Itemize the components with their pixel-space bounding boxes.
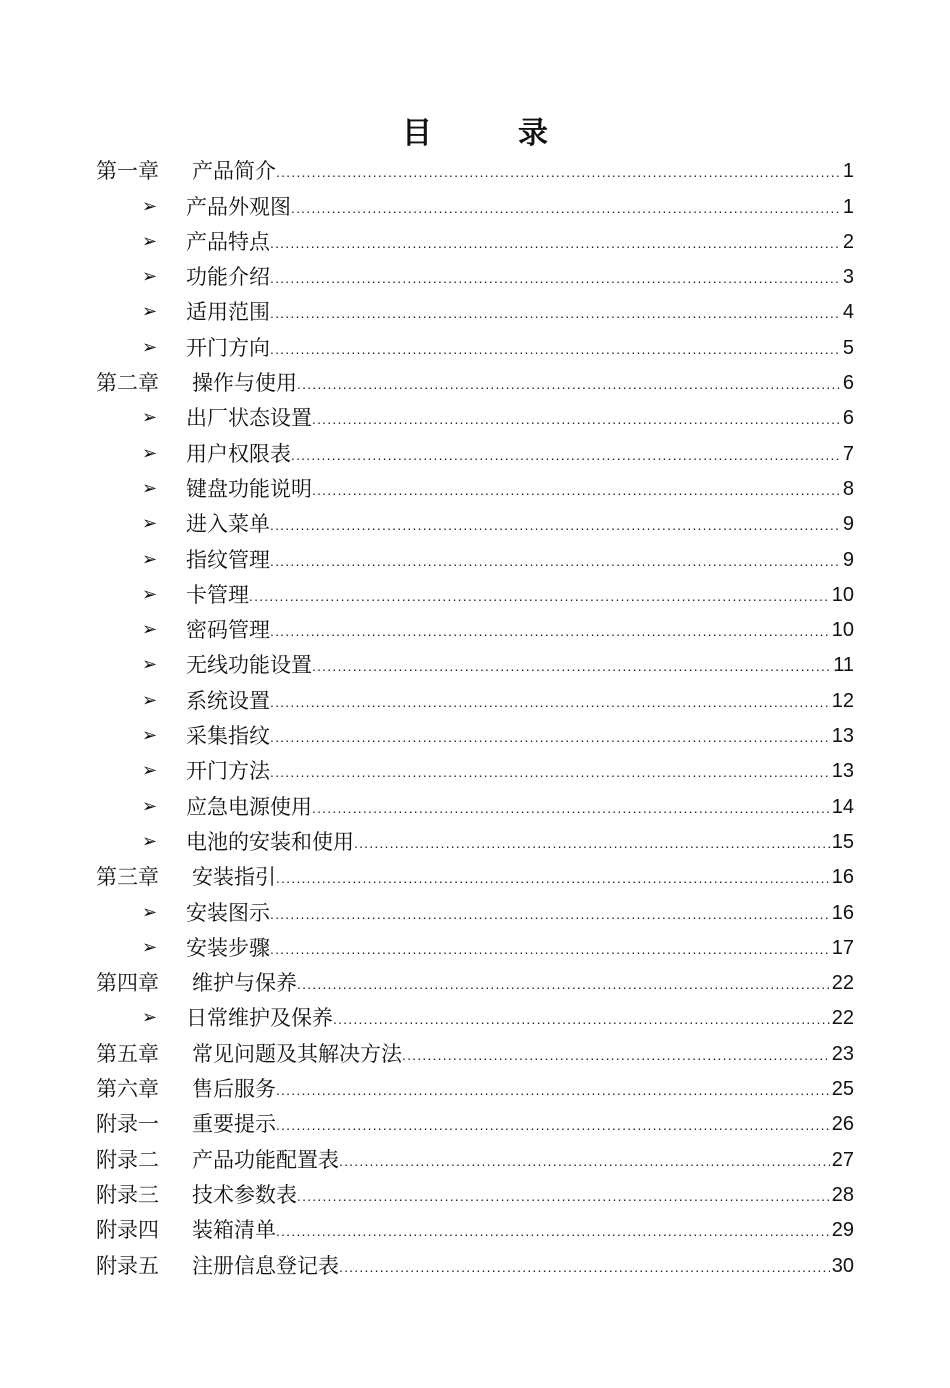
arrow-bullet-icon: ➢ [142,936,158,958]
toc-entry-title: 重要提示 [192,1112,276,1137]
arrow-bullet-icon: ➢ [142,1007,158,1029]
toc-chapter-prefix: 第五章 [96,1041,159,1066]
toc-dot-leader [333,1008,830,1033]
table-of-contents [96,151,854,1281]
toc-dot-leader [312,797,830,822]
toc-entry-title: 出厂状态设置 [186,406,312,431]
toc-item-row[interactable] [96,998,854,1033]
toc-item-row[interactable] [96,892,854,927]
toc-chapter-row[interactable] [96,1175,854,1210]
toc-dot-leader [312,479,841,504]
toc-item-row[interactable] [96,751,854,786]
toc-entry-title: 售后服务 [192,1077,276,1102]
arrow-bullet-icon: ➢ [142,442,158,464]
toc-chapter-prefix: 附录三 [96,1182,159,1207]
toc-page-number: 1 [842,160,854,183]
arrow-bullet-icon: ➢ [142,477,158,499]
page-title [0,112,950,156]
toc-chapter-row[interactable] [96,963,854,998]
toc-page-number: 17 [831,936,854,959]
toc-entry-title: 应急电源使用 [186,794,312,819]
toc-chapter-prefix: 第一章 [96,159,159,184]
toc-page-number: 8 [842,477,854,500]
toc-entry-title: 进入菜单 [186,512,270,537]
arrow-bullet-icon: ➢ [142,513,158,535]
toc-entry-title: 技术参数表 [192,1182,297,1207]
toc-chapter-prefix: 第三章 [96,865,159,890]
arrow-bullet-icon: ➢ [142,795,158,817]
toc-chapter-row[interactable] [96,1139,854,1174]
toc-dot-leader [339,1150,830,1175]
arrow-bullet-icon: ➢ [142,336,158,358]
arrow-bullet-icon: ➢ [142,619,158,641]
arrow-bullet-icon: ➢ [142,654,158,676]
toc-entry-title: 操作与使用 [192,371,297,396]
toc-page-number: 9 [842,513,854,536]
toc-entry-title: 指纹管理 [186,547,270,572]
toc-dot-leader [270,620,830,645]
toc-chapter-prefix: 附录二 [96,1147,159,1172]
arrow-bullet-icon: ➢ [142,407,158,429]
toc-entry-title: 电池的安装和使用 [186,829,354,854]
arrow-bullet-icon: ➢ [142,725,158,747]
title-char-right: 录 [518,116,548,151]
toc-dot-leader [312,408,841,433]
toc-entry-title: 系统设置 [186,688,270,713]
toc-dot-leader [270,302,841,327]
toc-page-number: 12 [831,689,854,712]
toc-entry-title: 产品功能配置表 [192,1147,339,1172]
arrow-bullet-icon: ➢ [142,689,158,711]
toc-entry-title: 开门方向 [186,335,270,360]
toc-entry-title: 装箱清单 [192,1218,276,1243]
toc-dot-leader [276,1079,830,1104]
toc-item-row[interactable] [96,928,854,963]
toc-page-number: 7 [842,442,854,465]
toc-entry-title: 开门方法 [186,759,270,784]
toc-dot-leader [270,232,841,257]
toc-page-number: 22 [831,972,854,995]
toc-dot-leader [354,832,830,857]
toc-page-number: 6 [842,372,854,395]
toc-dot-leader [270,550,841,575]
toc-page-number: 4 [842,301,854,324]
toc-dot-leader [270,514,841,539]
toc-chapter-prefix: 第二章 [96,371,159,396]
toc-dot-leader [276,867,830,892]
arrow-bullet-icon: ➢ [142,583,158,605]
toc-chapter-row[interactable] [96,1104,854,1139]
arrow-bullet-icon: ➢ [142,548,158,570]
toc-entry-title: 采集指纹 [186,724,270,749]
toc-dot-leader [270,691,830,716]
toc-page-number: 25 [831,1078,854,1101]
toc-page-number: 6 [842,407,854,430]
arrow-bullet-icon: ➢ [142,195,158,217]
toc-page-number: 28 [831,1183,854,1206]
toc-dot-leader [291,444,841,469]
arrow-bullet-icon: ➢ [142,230,158,252]
toc-dot-leader [297,1185,830,1210]
toc-item-row[interactable] [96,398,854,433]
toc-dot-leader [312,655,831,680]
toc-page-number: 9 [842,548,854,571]
toc-dot-leader [276,1114,830,1139]
toc-chapter-row[interactable] [96,1069,854,1104]
toc-entry-title: 安装指引 [192,865,276,890]
toc-page-number: 5 [842,336,854,359]
toc-entry-title: 安装图示 [186,900,270,925]
toc-item-row[interactable] [96,469,854,504]
toc-entry-title: 日常维护及保养 [186,1006,333,1031]
toc-item-row[interactable] [96,575,854,610]
toc-dot-leader [270,761,830,786]
toc-dot-leader [402,1044,830,1069]
toc-chapter-prefix: 第六章 [96,1077,159,1102]
toc-entry-title: 适用范围 [186,300,270,325]
toc-dot-leader [297,373,841,398]
toc-entry-title: 键盘功能说明 [186,476,312,501]
toc-item-row[interactable] [96,786,854,821]
toc-item-row[interactable] [96,822,854,857]
toc-dot-leader [270,903,830,928]
toc-item-row[interactable] [96,186,854,221]
toc-page-number: 22 [831,1007,854,1030]
toc-item-row[interactable] [96,327,854,362]
toc-item-row[interactable] [96,716,854,751]
toc-dot-leader [297,973,830,998]
toc-page-number: 16 [831,866,854,889]
arrow-bullet-icon: ➢ [142,760,158,782]
toc-page-number: 1 [842,195,854,218]
toc-entry-title: 用户权限表 [186,441,291,466]
toc-chapter-prefix: 附录五 [96,1253,159,1278]
toc-item-row[interactable] [96,645,854,680]
toc-chapter-row[interactable] [96,1245,854,1280]
toc-page-number: 13 [831,760,854,783]
toc-item-row[interactable] [96,680,854,715]
toc-dot-leader [276,1220,830,1245]
toc-dot-leader [276,161,841,186]
toc-chapter-row[interactable] [96,363,854,398]
arrow-bullet-icon: ➢ [142,830,158,852]
toc-page-number: 16 [831,901,854,924]
toc-entry-title: 常见问题及其解决方法 [192,1041,402,1066]
toc-page-number: 30 [831,1254,854,1277]
toc-entry-title: 安装步骤 [186,935,270,960]
toc-item-row[interactable] [96,610,854,645]
toc-item-row[interactable] [96,292,854,327]
toc-dot-leader [339,1256,830,1281]
toc-item-row[interactable] [96,257,854,292]
toc-item-row[interactable] [96,539,854,574]
toc-dot-leader [270,726,830,751]
toc-entry-title: 卡管理 [186,582,249,607]
toc-page-number: 29 [831,1219,854,1242]
toc-chapter-row[interactable] [96,1210,854,1245]
toc-page-number: 11 [833,654,854,677]
toc-dot-leader [249,585,830,610]
toc-entry-title: 产品外观图 [186,194,291,219]
toc-dot-leader [270,338,841,363]
toc-entry-title: 密码管理 [186,618,270,643]
toc-entry-title: 注册信息登记表 [192,1253,339,1278]
arrow-bullet-icon: ➢ [142,266,158,288]
toc-page-number: 23 [831,1042,854,1065]
toc-entry-title: 维护与保养 [192,971,297,996]
arrow-bullet-icon: ➢ [142,301,158,323]
toc-dot-leader [270,267,841,292]
toc-chapter-prefix: 附录一 [96,1112,159,1137]
toc-page-number: 15 [831,830,854,853]
toc-chapter-row[interactable] [96,151,854,186]
toc-entry-title: 功能介绍 [186,265,270,290]
toc-page-number: 26 [831,1113,854,1136]
toc-page-number: 3 [842,266,854,289]
toc-page-number: 13 [831,725,854,748]
toc-entry-title: 产品特点 [186,229,270,254]
toc-dot-leader [291,197,841,222]
toc-item-row[interactable] [96,433,854,468]
toc-entry-title: 无线功能设置 [186,653,312,678]
toc-item-row[interactable] [96,504,854,539]
arrow-bullet-icon: ➢ [142,901,158,923]
toc-page-number: 2 [842,230,854,253]
toc-page-number: 27 [831,1148,854,1171]
toc-entry-title: 产品简介 [192,159,276,184]
toc-chapter-row[interactable] [96,1033,854,1068]
toc-item-row[interactable] [96,222,854,257]
toc-dot-leader [270,938,830,963]
title-char-left: 目 [402,116,432,151]
toc-chapter-prefix: 第四章 [96,971,159,996]
toc-chapter-row[interactable] [96,857,854,892]
toc-chapter-prefix: 附录四 [96,1218,159,1243]
toc-page-number: 14 [831,795,854,818]
toc-page-number: 10 [831,619,854,642]
toc-page-number: 10 [831,583,854,606]
